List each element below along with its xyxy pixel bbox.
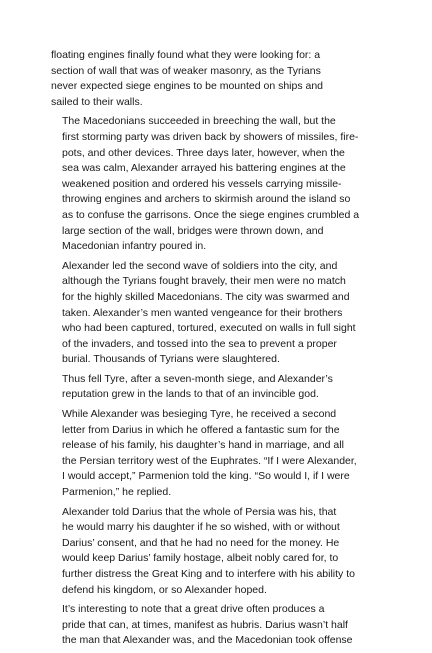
text-line: pride that can, at times, manifest as hubris. Darius wasn’t half	[62, 618, 348, 631]
text-line: It’s interesting to note that a great drive often produces a	[62, 603, 325, 616]
text-line: although the Tyrians fought bravely, their men were no match	[62, 275, 346, 288]
paragraph	[51, 407, 382, 501]
body-text	[51, 48, 382, 653]
paragraph	[51, 259, 382, 368]
text-line: Parmenion,” he replied.	[62, 486, 172, 499]
text-line: release of his family, his daughter’s hand in marriage, and all	[62, 439, 344, 452]
text-line: the Persian territory west of the Euphrates. “If I were Alexander,	[62, 454, 357, 467]
text-line: burial. Thousands of Tyrians were slaughtered.	[62, 353, 280, 366]
text-line: While Alexander was besieging Tyre, he received a second	[62, 408, 337, 421]
text-line: floating engines finally found what they were looking for: a	[51, 49, 321, 61]
text-line: large section of the wall, bridges were thrown down, and	[62, 224, 324, 237]
text-line: he would marry his daughter if he so wished, with or without	[62, 521, 340, 534]
text-line: Macedonian infantry poured in.	[62, 240, 207, 253]
text-line: section of wall that was of weaker masonry, as the Tyrians	[51, 64, 321, 77]
text-line: Thus fell Tyre, after a seven-month siege, and Alexander’s	[62, 372, 333, 385]
paragraph	[51, 48, 382, 110]
paragraph	[51, 505, 382, 599]
paragraph	[51, 372, 382, 403]
text-line: for the highly skilled Macedonians. The city was swarmed and	[62, 290, 350, 303]
text-line: reputation grew in the lands to that of an invincible god.	[62, 388, 319, 401]
text-line: of the invaders, and tossed into the sea to prevent a proper	[62, 337, 337, 350]
text-line: I would accept,” Parmenion told the king. “So would I, if I were	[62, 470, 350, 483]
text-line: first storming party was driven back by showers of missiles, fire-	[62, 130, 359, 143]
paragraph	[51, 602, 382, 649]
text-line: Darius’ consent, and that he had no need for the money. He	[62, 536, 340, 549]
text-line: as to confuse the garrisons. Once the siege engines crumbled a	[62, 208, 360, 221]
text-line: who had been captured, tortured, executed on walls in full sight	[62, 322, 356, 335]
text-line: pots, and other devices. Three days later, however, when the	[62, 146, 345, 159]
text-line: The Macedonians succeeded in breeching the wall, but the	[62, 115, 336, 128]
text-line: throwing engines and archers to skirmish around the island so	[62, 193, 351, 206]
text-line: letter from Darius in which he offered a fantastic sum for the	[62, 423, 340, 436]
text-line: weakened position and ordered his vessels carrying missile-	[62, 177, 342, 190]
text-line: never expected siege engines to be mounted on ships and	[51, 80, 324, 93]
text-line: sea was calm, Alexander arrayed his battering engines at the	[62, 162, 346, 175]
text-line: Alexander told Darius that the whole of Persia was his, that	[62, 505, 337, 518]
text-line: the man that Alexander was, and the Macedonian took offense	[62, 634, 353, 647]
text-line: taken. Alexander’s men wanted vengeance for their brothers	[62, 306, 343, 319]
text-line: further distress the Great King and to interfere with his ability to	[62, 568, 355, 580]
text-line: sailed to their walls.	[51, 95, 143, 108]
text-line: Alexander led the second wave of soldiers into the city, and	[62, 259, 338, 272]
paragraph	[51, 114, 382, 254]
text-line: would keep Darius’ family hostage, albeit nobly cared for, to	[62, 552, 339, 565]
text-line: defend his kingdom, or so Alexander hoped.	[62, 583, 267, 596]
